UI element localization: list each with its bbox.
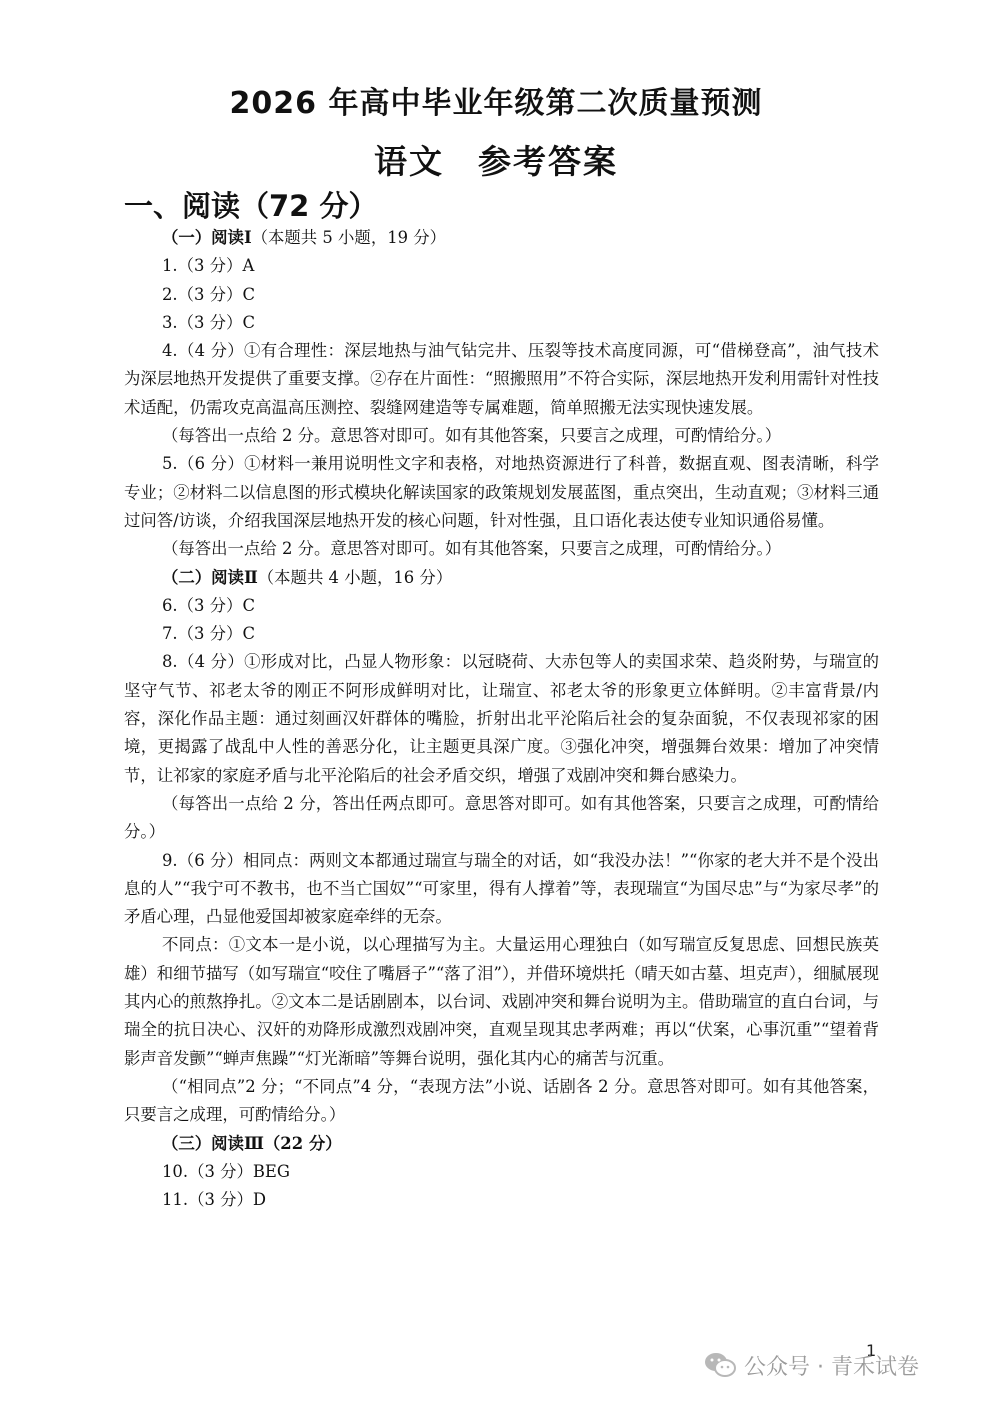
exam-title: 2026 年高中毕业年级第二次质量预测 <box>229 86 763 121</box>
scoring-note-q4: （每答出一点给 2 分。意思答对即可。如有其他答案，只要言之成理，可酌情给分。） <box>162 426 782 446</box>
answer-q5: 5.（6 分）①材料一兼用说明性文字和表格，对地热资源进行了科普，数据直观、图表清晰，科学专业；②材料二以信息图的形式模块化解读国家的政策规划发展蓝图，重点突出，生动直观；③材料三通过问答/访谈，介绍我国深层地热开发的核心问题，针对性强，且口语化表达使专业知识通俗易懂。 <box>124 454 879 530</box>
answer-content <box>124 224 879 1214</box>
watermark-footer <box>704 1347 919 1383</box>
answer-q8: 8.（4 分）①形成对比，凸显人物形象：以冠晓荷、大赤包等人的卖国求荣、趋炎附势，与瑞宣的坚守气节、祁老太爷的刚正不阿形成鲜明对比，让瑞宣、祁老太爷的形象更立体鲜明。②丰富背景/内容，深化作品主题：通过刻画汉奸群体的嘴脸，折射出北平沦陷后社会的复杂面貌，不仅表现祁家的困境，更揭露了战乱中人性的善恶分化，让主题更具深广度。③强化冲突，增强舞台效果：增加了冲突情节，让祁家的家庭矛盾与北平沦陷后的社会矛盾交织，增强了戏剧冲突和舞台感染力。 <box>124 652 879 785</box>
answer-key-label: 参考答案 <box>478 142 618 181</box>
wechat-icon <box>704 1351 736 1379</box>
answer-q1: 1.（3 分）A <box>162 256 255 276</box>
answer-q11: 11.（3 分）D <box>162 1190 267 1210</box>
exam-subtitle <box>0 136 992 183</box>
part2-note: （本题共 4 小题，16 分） <box>257 567 453 587</box>
answer-q9-differences: 不同点：①文本一是小说，以心理描写为主。大量运用心理独白（如写瑞宣反复思虑、回想民族英雄）和细节描写（如写瑞宣“咬住了嘴唇子”“落了泪”），并借环境烘托（晴天如古墓、坦克声），细腻展现其内心的煎熬挣扎。②文本二是话剧剧本，以台词、戏剧冲突和舞台说明为主。借助瑞宣的直白台词，与瑞全的抗日决心、汉奸的劝降形成激烈戏剧冲突，直观呈现其忠孝两难；再以“伏案，心事沉重”“望着背影声音发颤”“蝉声焦躁”“灯光渐暗”等舞台说明，强化其内心的痛苦与沉重。 <box>124 935 879 1068</box>
answer-q7: 7.（3 分）C <box>162 624 255 644</box>
part2-heading <box>124 564 879 592</box>
answer-q2: 2.（3 分）C <box>162 284 255 304</box>
page-number: 1 <box>866 1341 877 1360</box>
answer-q3: 3.（3 分）C <box>162 312 255 332</box>
answer-q9: 9.（6 分）相同点：两则文本都通过瑞宣与瑞全的对话，如“我没办法！”“你家的老大并不是个没出息的人”“我宁可不教书，也不当亡国奴”“可家里，得有人撑着”等，表现瑞宣“为国尽忠”与“为家尽孝”的矛盾心理，凸显他爱国却被家庭牵绊的无奈。 <box>124 850 879 927</box>
scoring-note-q5: （每答出一点给 2 分。意思答对即可。如有其他答案，只要言之成理，可酌情给分。） <box>162 539 782 559</box>
part1-note: （本题共 5 小题，19 分） <box>251 228 447 247</box>
answer-q6: 6.（3 分）C <box>162 595 255 615</box>
watermark-text: 公众号 · 青禾试卷 <box>744 1354 919 1380</box>
part1-label: （一）阅读Ⅰ <box>162 228 252 247</box>
answer-q10: 10.（3 分）BEG <box>162 1161 290 1181</box>
scoring-note-q9: （“相同点”2 分；“不同点”4 分，“表现方法”小说、话剧各 2 分。意思答对即可。如有其他答案，只要言之成理，可酌情给分。） <box>124 1076 879 1125</box>
scoring-note-q8: （每答出一点给 2 分，答出任两点即可。意思答对即可。如有其他答案，只要言之成理，可酌情给分。） <box>124 793 879 842</box>
answer-q4: 4.（4 分）①有合理性：深层地热与油气钻完井、压裂等技术高度同源，可“借梯登高”，油气技术为深层地热开发提供了重要支撑。②存在片面性：“照搬照用”不符合实际，深层地热开发利用需针对性技术适配，仍需攻克高温高压测控、裂缝网建造等专属难题，简单照搬无法实现快速发展。 <box>124 341 879 417</box>
part3-heading: （三）阅读Ⅲ（22 分） <box>162 1133 342 1153</box>
part2-label: （二）阅读Ⅱ <box>162 567 258 587</box>
part1-heading <box>124 224 879 252</box>
subject-label: 语文 <box>374 142 444 181</box>
section-heading-reading: 一、阅读（72 分） <box>124 189 378 223</box>
